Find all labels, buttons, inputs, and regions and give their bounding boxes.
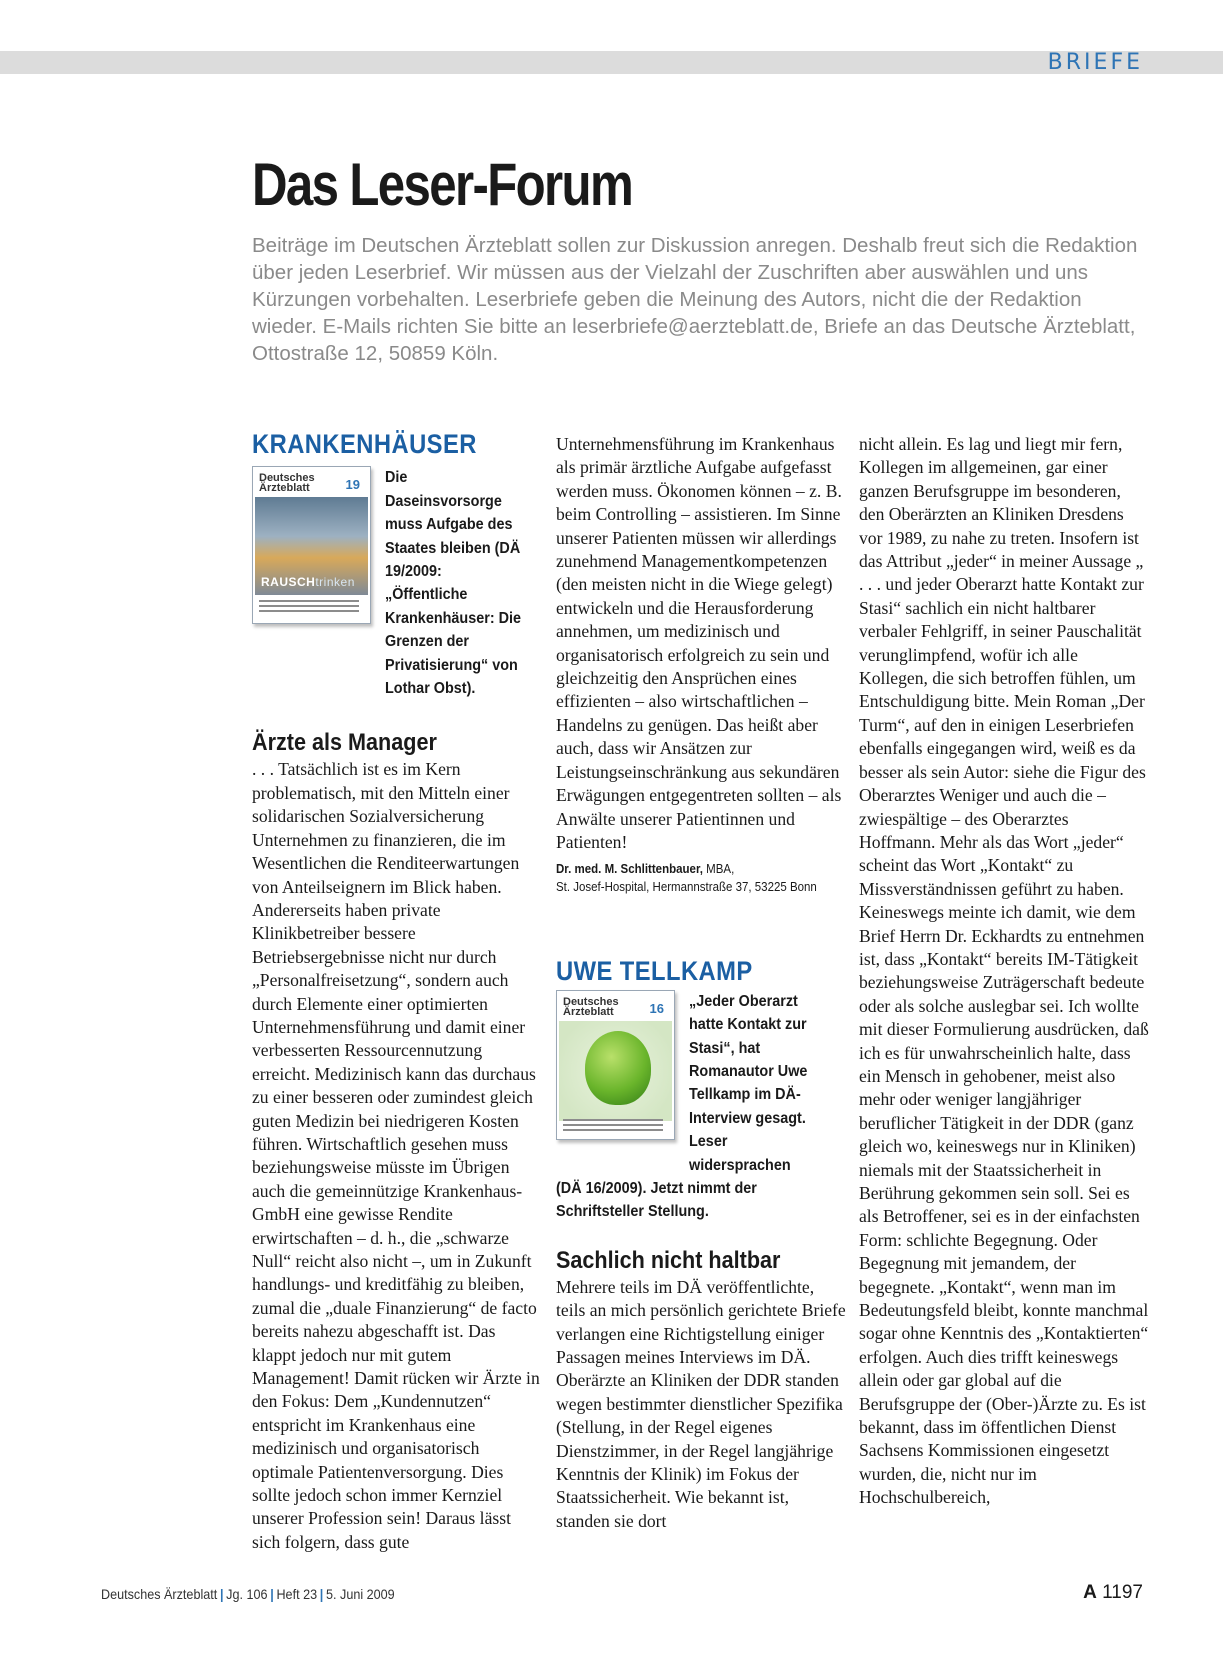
- rubric-uwe-tellkamp: UWE TELLKAMP: [556, 956, 753, 987]
- rubric-krankenhaeuser: KRANKENHÄUSER: [252, 429, 477, 459]
- section-label: BRIEFE: [1047, 50, 1143, 75]
- page-prefix: A: [1083, 1582, 1097, 1603]
- column-1: [252, 429, 542, 1554]
- article-headline-2: Sachlich nicht haltbar: [556, 1246, 781, 1274]
- cover-issue-number: 19: [345, 477, 360, 493]
- footer-journal: Deutsches Ärzteblatt: [101, 1586, 218, 1602]
- author-signature: [556, 860, 841, 896]
- footer-date: 5. Juni 2009: [326, 1586, 395, 1602]
- teaser-text-2: „Jeder Oberarzt hatte Kontakt zur Stasi“, hat Romanautor Uwe Tellkamp im DÄ-Interview gesagt. Leser widersprachen: [689, 992, 808, 1174]
- cover-text-lines: [259, 600, 359, 614]
- cover-issue-number-2: 16: [649, 1000, 664, 1016]
- author-address: St. Josef-Hospital, Hermannstraße 37, 53225 Bonn: [556, 880, 817, 895]
- teaser-block: [252, 466, 542, 700]
- teaser-block-2: [556, 990, 846, 1177]
- magazine-cover-image-2: [556, 990, 675, 1140]
- intro-text: Beiträge im Deutschen Ärzteblatt sollen zur Diskussion anregen. Deshalb freut sich die Redaktion über jeden Leserbrief. Wir müssen aus der Vielzahl der Zuschriften aber auswählen und uns Kürzungen vorbehalten. Leserbriefe geben die Meinung des Autors, nicht die der Redaktion wieder. E-Mails richten Sie bitte an leserbriefe@aerzteblatt.de, Briefe an das Deutsche Ärzteblatt, Ottostraße 12, 50859 Köln.: [252, 234, 1138, 365]
- teaser-text: Die Daseinsvorsorge muss Aufgabe des Staates bleiben (DÄ 19/2009: „Öffentliche Krankenhäuser: Die Grenzen der Privatisierung“ von Lothar Obst).: [385, 469, 522, 698]
- column-3: [859, 433, 1149, 1510]
- cover-masthead-2: Deutsches Ärzteblatt: [563, 995, 619, 1018]
- cover-masthead: Deutsches Ärzteblatt: [259, 472, 315, 495]
- teaser-text-2-continued: (DÄ 16/2009). Jetzt nimmt der Schriftsteller Stellung.: [556, 1179, 757, 1221]
- page-number: [1083, 1582, 1143, 1604]
- footer-citation: Deutsches Ärzteblatt | Jg. 106 | Heft 23 | 5. Juni 2009: [101, 1586, 395, 1602]
- article-body-2: Mehrere teils im DÄ veröffentlichte, teils an mich persönlich gerichtete Briefe verlangen eine Richtigstellung einiger Passagen meines Interviews im DÄ. Oberärzte an Kliniken der DDR standen wegen bestimmter dienstlicher Spezifika (Stellung, in der Regel eigenes Dienstzimmer, in der Regel langjährige Kenntnis der Klinik) im Fokus der Staatssicherheit. Wie bekannt ist, standen sie dort: [556, 1276, 846, 1531]
- article-body-2-continued: nicht allein. Es lag und liegt mir fern, Kollegen im allgemeinen, gar einer ganzen Berufsgruppe im besonderen, den Oberärzten an Kliniken Dresdens vor 1989, zu nahe zu treten. Insofern ist das Attribut „jeder“ in meiner Aussage „ . . . und jeder Oberarzt hatte Kontakt zur Stasi“ sachlich ein nicht haltbarer verbaler Fehlgriff, in seiner Pauschalität verunglimpfend, wofür ich alle Kollegen, die sich betroffen fühlen, um Entschuldigung bitte. Mein Roman „Der Turm“, auf den in einigen Leserbriefen ebenfalls eingegangen wird, weiß es da besser als sein Autor: siehe die Figur des Oberarztes Weniger und auch die – zwiespältige – des Oberarztes Hoffmann. Mehr als das Wort „jeder“ scheint das Wort „Kontakt“ zu Missverständnissen geführt zu haben. Keineswegs meinte ich damit, wie dem Brief Herrn Dr. Eckhardts zu entnehmen ist, dass „Kontakt“ bereits IM-Tätigkeit beziehungsweise Zuträgerschaft bedeute oder als solche auslegbar sei. Ich wollte mit dieser Formulierung ausdrücken, daß ich es für unwahrscheinlich halte, dass ein Mensch in gehobener, meist also mehr oder weniger langjähriger beruflicher Tätigkeit in der DDR (ganz gleich wo, keineswegs nur in Kliniken) niemals mit der Staatssicherheit in Berührung gekommen sein soll. Sei es als Betroffener, sei es in der einfachsten Form: schlichte Begegnung. Oder Begegnung mit jemandem, der begegnete. „Kontakt“, wenn man im Bedeutungsfeld bleibt, konnte manchmal sogar ohne Kenntnis des „Kontaktierten“ erfolgen. Auch dies trifft keineswegs allein oder gar global auf die Berufsgruppe der (Ober-)Ärzte zu. Es ist bekannt, dass im öffentlichen Dienst Sachsens Kommissionen eingesetzt wurden, die, nicht nur im Hochschulbereich,: [859, 434, 1149, 1508]
- magazine-cover-image: [252, 466, 371, 624]
- footer-volume: Jg. 106: [226, 1586, 268, 1602]
- footer-issue: Heft 23: [276, 1586, 318, 1602]
- author-name: Dr. med. M. Schlittenbauer,: [556, 862, 703, 877]
- article-headline: Ärzte als Manager: [252, 729, 437, 757]
- header-bar: [0, 51, 1223, 74]
- author-title: MBA,: [702, 862, 735, 877]
- column-2: [556, 433, 846, 1533]
- cover-text-lines-2: [563, 1119, 663, 1133]
- article-body-continued: Unternehmensführung im Krankenhaus als primär ärztliche Aufgabe aufgefasst werden muss. Ökonomen können – z. B. beim Controlling – assistieren. Im Sinne unserer Patienten müssen wir allerdings zunehmend Managementkompetenzen (den meisten nicht in die Wiege gelegt) entwickeln und die Herausforderung annehmen, um medizinisch und organisatorisch erfolgreich zu sein und gleichzeitig den Ansprüchen eines effizienten – also wirtschaftlichen – Handelns zu genügen. Das heißt aber auch, dass wir Ansätzen zur Leistungseinschränkung aus sekundären Erwägungen entgegentreten sollten – als Anwälte unserer Patientinnen und Patienten!: [556, 434, 842, 852]
- page-number-value: 1197: [1102, 1582, 1143, 1603]
- apple-image: [585, 1031, 651, 1105]
- cover-headline: RAUSCHtrinken: [261, 575, 355, 590]
- article-body: . . . Tatsächlich ist es im Kern problematisch, mit den Mitteln einer solidarischen Sozialversicherung Unternehmen zu finanzieren, die im Wesentlichen die Renditeerwartungen von Anteilseignern im Blick haben. Andererseits haben private Klinikbetreiber bessere Betriebsergebnisse nicht nur durch „Personalfreisetzung“, sondern auch durch Elemente einer optimierten Unternehmensführung und damit einer verbesserten Ressourcennutzung erreicht. Medizinisch kann das durchaus zu einer besseren oder zumindest gleich guten Medizin bei niedrigeren Kosten führen. Wirtschaftlich gesehen muss beziehungsweise müsste im Übrigen auch die gemeinnützige Krankenhaus-GmbH eine gewisse Rendite erwirtschaften – d. h., die „schwarze Null“ reicht also nicht –, um in Zukunft handlungs- und kreditfähig zu bleiben, zumal die „duale Finanzierung“ de facto bereits nahezu abgeschafft ist. Das klappt jedoch nur mit gutem Management! Damit rücken wir Ärzte in den Fokus: Dem „Kundennutzen“ entspricht im Krankenhaus eine medizinisch und organisatorisch optimale Patientenversorgung. Dies sollte jedoch schon immer Kernziel unserer Profession sein! Daraus lässt sich folgern, dass gute: [252, 759, 540, 1552]
- page-title: Das Leser-Forum: [252, 151, 633, 218]
